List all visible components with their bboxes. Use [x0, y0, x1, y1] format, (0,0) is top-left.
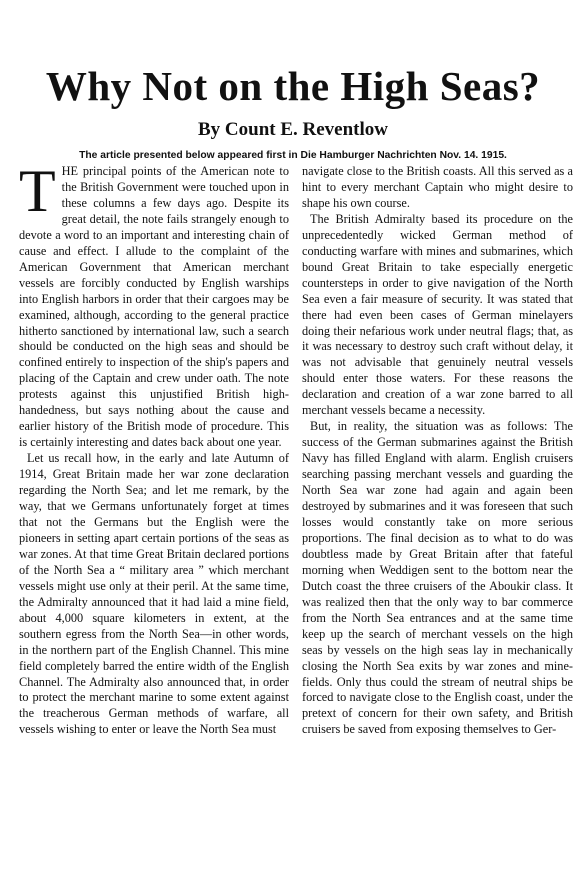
paragraph: navigate close to the British coasts. All this served as a hint to every merchant Captain who might desire to shape his own course. — [302, 164, 573, 210]
drop-cap: T — [19, 158, 56, 224]
article-byline: By Count E. Reventlow — [197, 119, 388, 140]
paragraph-text: HE principal points of the American note to the British Government were touched upon in these columns a few days ago. Despite its great detail, the note fails strangely enough to devote a word to an important and interesting chain of cause and effect. I allude to the complaint of the American Government that American merchant vessels are forcibly conducted by English warships into English harbors in order that their cargoes may be examined, although, according to the general practice hitherto sanctioned by international law, such a search should be conducted on the high seas and should be confined entirely to inspection of the ship's papers and placing of the Captain and crew under oath. The note protests against this unjustified British high-handedness, but says nothing about the cause and earlier history of the British mode of procedure. This is certainly interesting and dates back about one year. — [19, 164, 289, 450]
paragraph: But, in reality, the situation was as follows: The success of the German submarines against the British Navy has filled England with alarm. English cruisers searching passing merchant vessels and guarding the North Sea war zone had again and again been destroyed by submarines and it was foreseen that such losses would constantly take on more serious proportions. The final decision as to what to do was doubtless made by Great Britain after that fateful morning when Weddigen sent to the bottom near the Dutch coast the three cruisers of the Aboukir class. It was realized then that the only way to bar commerce from the North Sea entrances and at the same time keep up the search of merchant vessels on the high seas by vessels on the high seas lay in mechanically closing the North Sea exits by war zones and mine-fields. Only thus could the stream of neutral ships be forced to navigate close to the English coast, under the pretext of concern for their own safety, and British cruisers be saved from exposing themselves to Ger- — [302, 419, 573, 737]
right-column — [302, 164, 573, 738]
source-note: The article presented below appeared first in Die Hamburger Nachrichten Nov. 14. 1915. — [79, 150, 507, 161]
paragraph: The British Admiralty based its procedure on the unprecedentedly wicked German method of conducting warfare with mines and submarines, which bound Great Britain to take especially energetic countersteps in order to give navigation of the North Sea even a fair measure of security. It was stated that there had even been cases of German minelayers doing their nefarious work under neutral flags; that, as it was necessary to destroy such craft without delay, it was not advisable that genuinely neutral vessels should enter those waters. For these reasons the declaration and creation of a war zone barred to all merchant vessels became a necessity. — [302, 211, 573, 418]
paragraph: Let us recall how, in the early and late Autumn of 1914, Great Britain made her war zone declaration regarding the North Sea; and let me remark, by the way, that we Germans unfortunately forget at times that not the Germans but the English were the pioneers in setting apart certain portions of the seas as war zones. At that time Great Britain declared portions of the North Sea a “ military area ” which merchant vessels might use only at their peril. At the same time, the Admiralty announced that it had laid a mine field, about 4,000 square kilometers in extent, at the southern egress from the North Sea—in other words, in the northern part of the English Channel. This mine field completely barred the entire width of the English Channel. The Admiralty also announced that, in order to protect the merchant marine to some extent against the treacherous German methods of warfare, all vessels wishing to enter or leave the North Sea must — [19, 451, 289, 737]
left-column — [19, 158, 289, 738]
paragraph — [19, 158, 289, 451]
article-title: Why Not on the High Seas? — [45, 63, 541, 109]
